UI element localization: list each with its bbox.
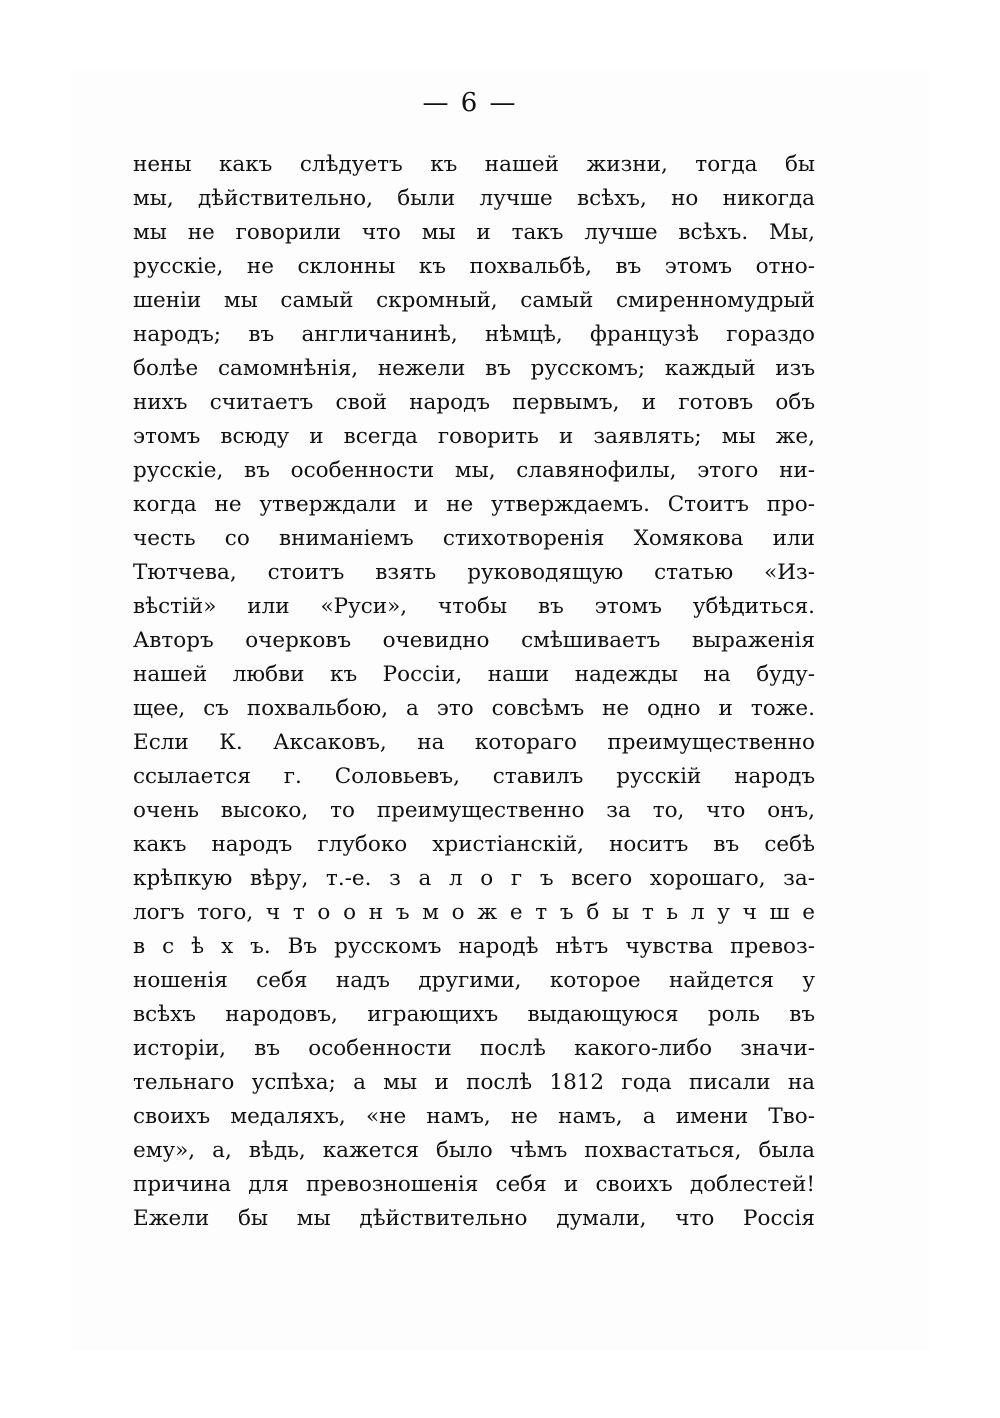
text-line: Тютчева, стоитъ взять руководящую статью «Из-	[133, 560, 815, 585]
text-line: ему», а, вѣдь, кажется было чѣмъ похвастаться, была	[133, 1138, 815, 1163]
text-line: вѣстій» или «Руси», чтобы въ этомъ убѣдиться.	[133, 594, 815, 619]
text-line: нихъ считаетъ свой народъ первымъ, и готовъ объ	[133, 390, 815, 415]
text-line: щее, съ похвальбою, а это совсѣмъ не одно и тоже.	[133, 696, 815, 721]
text-line: честь со вниманіемъ стихотворенія Хомякова или	[133, 526, 815, 551]
text-line: ношенія себя надъ другими, которое найдется у	[133, 968, 815, 993]
text-line: своихъ медаляхъ, «не намъ, не намъ, а имени Тво-	[133, 1104, 815, 1129]
text-line: когда не утверждали и не утверждаемъ. Стоитъ про-	[133, 492, 815, 517]
text-line: логъ того, ч т о о н ъ м о ж е т ъ б ы т ь л у ч ш е	[133, 900, 815, 925]
text-line: нашей любви къ Россіи, наши надежды на буду-	[133, 662, 815, 687]
body-text	[133, 148, 815, 1236]
page-number: — 6 —	[422, 88, 518, 118]
text-line: этомъ всюду и всегда говорить и заявлять; мы же,	[133, 424, 815, 449]
text-line: Ежели бы мы дѣйствительно думали, что Россія	[133, 1206, 815, 1231]
text-line: причина для превозношенія себя и своихъ доблестей!	[133, 1172, 815, 1197]
text-line: Авторъ очерковъ очевидно смѣшиваетъ выраженія	[133, 628, 815, 653]
text-line: русскіе, не склонны къ похвальбѣ, въ этомъ отно-	[133, 254, 815, 279]
text-line: крѣпкую вѣру, т.-е. з а л о г ъ всего хорошаго, за-	[133, 866, 815, 891]
text-line: в с ѣ х ъ. Въ русскомъ народѣ нѣтъ чувства превоз-	[133, 934, 815, 959]
text-line: всѣхъ народовъ, играющихъ выдающуюся роль въ	[133, 1002, 815, 1027]
text-line: русскіе, въ особенности мы, славянофилы, этого ни-	[133, 458, 815, 483]
text-line: мы не говорили что мы и такъ лучше всѣхъ. Мы,	[133, 220, 815, 245]
text-line: ссылается г. Соловьевъ, ставилъ русскій народъ	[133, 764, 815, 789]
text-line: нены какъ слѣдуетъ къ нашей жизни, тогда бы	[133, 152, 815, 177]
text-line: болѣе самомнѣнія, нежели въ русскомъ; каждый изъ	[133, 356, 815, 381]
text-line: очень высоко, то преимущественно за то, что онъ,	[133, 798, 815, 823]
text-line: мы, дѣйствительно, были лучше всѣхъ, но никогда	[133, 186, 815, 211]
text-line: тельнаго успѣха; а мы и послѣ 1812 года писали на	[133, 1070, 815, 1095]
text-line: исторіи, въ особенности послѣ какого-либо значи-	[133, 1036, 815, 1061]
text-line: народъ; въ англичанинѣ, нѣмцѣ, французѣ гораздо	[133, 322, 815, 347]
text-line: какъ народъ глубоко христіанскій, носитъ въ себѣ	[133, 832, 815, 857]
text-line: Если К. Аксаковъ, на котораго преимущественно	[133, 730, 815, 755]
text-line: шеніи мы самый скромный, самый смиренномудрый	[133, 288, 815, 313]
